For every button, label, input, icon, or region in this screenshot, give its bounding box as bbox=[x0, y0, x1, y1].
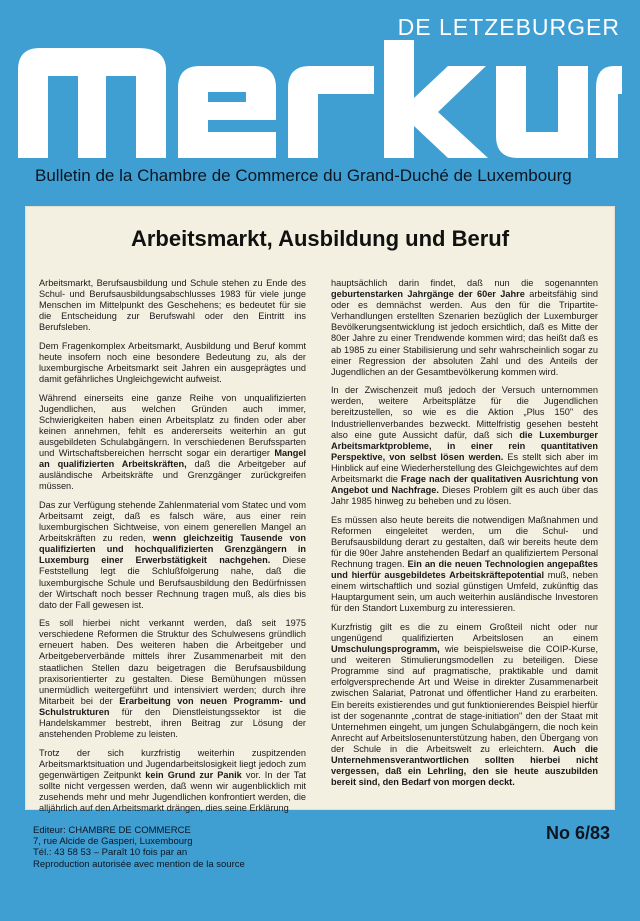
article-title: Arbeitsmarkt, Ausbildung und Beruf bbox=[130, 226, 510, 251]
footer-line: Tél.: 43 58 53 – Paraît 10 fois par an bbox=[33, 847, 188, 859]
masthead-subtitle: Bulletin de la Chambre de Commerce du Grand-Duché de Luxembourg bbox=[35, 166, 572, 185]
footer-line: Editeur: CHAMBRE DE COMMERCE bbox=[33, 825, 191, 836]
body-text: Kurzfristig gilt es die zu einem Großteil nicht oder nur ungenügend qualifizierten Arbeitslosen an einem bbox=[331, 621, 598, 643]
body-text: Es soll hierbei nicht verkannt werden, daß seit 1975 verschiedene Reformen die Struktur des Schulwesens gründlich erneuert haben. Des weiteren haben die Arbeitgeber und Arbeitgeberverbände mittels ihrer Zusammenarbeit mit den staatlichen Stellen dazu beigetragen die Berufsausbildung praxisorientierter zu gestalten. Diese Bemühungen müssen unermüdlich weitergeführt und intensiviert werden; durch ihre Mitarbeit bei der bbox=[39, 618, 306, 706]
body-text: arbeitsfähig sind oder es demnächst werden. Aus den für die Tripartite-Verhandlungen erstellten Szenarien bezüglich der Luxemburger Bevölkerungsentwicklung ist jedoch ersichtlich, daß es Mitte der 80er Jahre zu einer Trendwende kommen wird; das heißt daß es ab 1985 zu einer Stabilisierung und sehr wahrscheinlich sogar zu einer Regression der absoluten Zahl und des Anteils der Jugendlichen an der Gesamtbevölkerung kommen wird. bbox=[331, 289, 598, 377]
article-column-left bbox=[39, 278, 306, 822]
body-text: Diese Feststellung legt die Schlußfolgerung nahe, daß die luxemburgische Schule und Berufsausbildung den Bedürfnissen der Wirtschaft noch besser Rechnung tragen muß, als dies bis dato der Fall gewesen ist. bbox=[39, 555, 306, 610]
emphasis-text: Mangel an qualifizierten Arbeitskräften, bbox=[39, 448, 306, 470]
emphasis-text: die Luxemburger Arbeitsmarktprobleme, in einer rein quantitativen Perspektive, von selbst lösen werden. bbox=[331, 429, 598, 462]
emphasis-text: Auch die Unternehmensverantwortlichen sollten hierbei nicht vergessen, daß ein Lehrling, den sie heute auszubilden bereit sind, den Bedarf von morgen deckt. bbox=[331, 743, 598, 788]
body-text: Das zur Verfügung stehende Zahlenmaterial vom Statec und vom Arbeitsamt zeigt, daß es falsch wäre, aus einer rein luxemburgischen Sichtweise, von einem generellen Mangel an Arbeitskräften zu reden, bbox=[39, 499, 306, 544]
masthead-kicker: DE LETZEBURGER bbox=[397, 14, 620, 40]
body-text: Dieses Problem gilt es auch über das Jahr 1985 hinweg zu beheben und zu lösen. bbox=[331, 485, 598, 507]
footer-line: Reproduction autorisée avec mention de la source bbox=[33, 858, 245, 870]
body-text: muß, neben einem wirtschaftlich und sozial günstigen Umfeld, zukünftig das Hauptargument sein, um auch weiterhin ausländische Investoren für den Standort Luxemburg zu interessieren. bbox=[331, 570, 598, 614]
publisher-info bbox=[33, 825, 245, 870]
emphasis-text: Umschulungsprogramm, bbox=[331, 644, 440, 655]
body-text: hauptsächlich darin findet, daß nun die sogenannten bbox=[331, 278, 598, 288]
merkur-logo bbox=[18, 40, 622, 158]
article-paragraph bbox=[331, 622, 598, 788]
body-text: wie beispielsweise die COIP-Kurse, und weiteren Stimulierungsmodellen zu beteiligen. Diese Programme sind auf pragmatische, praktikable und damit erfolgversprechende Art und Weise in direkter Zusammenarbeit zwischen Salariat, Patronat und öffentlicher Hand zu erarbeiten. Ein bereits existierendes und gut funktionierendes Beispiel hierfür ist der sogenannte „contrat de stage-initiation" den der Staat mit Unternehmen eingeht, um jungen Schulabgängern, die noch kein Anrecht auf Arbeitslosenunterstützung haben, den Übergang von der Schule in die Arbeitswelt zu erleichtern. bbox=[331, 644, 598, 754]
emphasis-text: Ein an die neuen Technologien angepaßtes und hierfür ausgebildetes Arbeitskräftepotential bbox=[331, 559, 598, 581]
article-paragraph bbox=[331, 515, 598, 615]
body-text: für den Dienstleistungssektor ist die Handelskammer bestrebt, ihren Beitrag zur Lösung der anstehenden Probleme zu leisten. bbox=[39, 706, 306, 740]
body-text: Während einerseits eine ganze Reihe von unqualifizierten Jugendlichen, aus welchen Gründen auch immer, Schwierigkeiten haben einen Arbeitsplatz zu finden oder aber keinen annehmen, fehlt es andererseits weiterhin an gut ausgebildeten Schulabgängern. In verschiedenen Berufssparten und Wirtschaftsbereichen herrscht sogar ein derartiger bbox=[39, 392, 306, 459]
emphasis-text: kein Grund zur Panik bbox=[145, 769, 242, 780]
body-text: Es stellt sich aber im Hinblick auf eine Wiederherstellung des Gleichgewichtes auf dem Arbeitsmarkt die bbox=[331, 451, 599, 484]
body-text: daß die Arbeitgeber auf ausländische Arbeitskräfte und Grenzgänger zurückgreifen müssen. bbox=[39, 459, 306, 492]
article-paragraph bbox=[331, 385, 598, 507]
body-text: In der Zwischenzeit muß jedoch der Versuch unternommen werden, weitere Arbeitsplätze für die Jugendlichen bereitzustellen, so wie es die Aktion „Plus 150" des Industriellenverbandes bezweckt. Mittelfristig gesehen besteht also eine gute Aussicht dafür, daß sich bbox=[331, 385, 598, 440]
article-column-right bbox=[331, 278, 598, 796]
body-text: Es müssen also heute bereits die notwendigen Maßnahmen und Reformen eingeleitet werden, um die Schul- und Berufsausbildung derart zu gestalten, daß wir bereits heute dem für die 90er Jahre anstehenden Bedarf an qualifiziertem Personal Rechnung tragen. bbox=[331, 514, 598, 570]
emphasis-text: wenn gleichzeitig Tausende von qualifizierten und hochqualifizierten Grenzgängern in Luxemburg einer Erwerbstätigkeit nachgehen. bbox=[39, 533, 306, 566]
article-paragraph bbox=[39, 500, 306, 611]
body-text: Dem Fragenkomplex Arbeitsmarkt, Ausbildung und Beruf kommt heute insofern noch eine besondere Bedeutung zu, als der luxemburgische Arbeitsmarkt seit Jahren ein ausgeprägtes und damit gefährliches Ungleichgewicht aufweist. bbox=[39, 340, 306, 385]
article-paragraph bbox=[39, 278, 306, 333]
body-text: Arbeitsmarkt, Berufsausbildung und Schule stehen zu Ende des Schul- und Berufsausbildungsabschlusses 1983 für viele junge Menschen im Mittelpunkt des Geschehens; es bedeutet für sie die Entscheidung zur Berufswahl oder den Eintritt ins Berufsleben. bbox=[39, 278, 306, 333]
emphasis-text: geburtenstarken Jahrgänge der 60er Jahre bbox=[331, 289, 525, 300]
article-paragraph bbox=[39, 748, 306, 815]
article-paragraph bbox=[39, 393, 306, 493]
body-text: Trotz der sich kurzfristig weiterhin zuspitzenden Arbeitsmarktsituation und Jugendarbeitslosigkeit liegt jedoch zum gegenwärtigen Zeitpunkt bbox=[39, 747, 306, 780]
article-paragraph bbox=[39, 618, 306, 740]
article-paragraph bbox=[39, 341, 306, 385]
article-panel bbox=[25, 206, 615, 814]
article-paragraph bbox=[331, 278, 598, 378]
issue-number: No 6/83 bbox=[545, 823, 610, 843]
emphasis-text: Erarbeitung von neuen Programm- und Schulstrukturen bbox=[39, 695, 306, 717]
body-text: vor. In der Tat sollte nicht vergessen werden, daß wenn wir augenblicklich mit zusehends mehr und mehr Jugendlichen konfrontiert werden, die alljährlich auf den Arbeitsmarkt drängen, dies seine Erklärung bbox=[39, 769, 306, 814]
footer-line: 7, rue Alcide de Gasperi, Luxembourg bbox=[33, 836, 193, 848]
emphasis-text: Frage nach der qualitativen Ausrichtung von Angebot und Nachfrage. bbox=[331, 473, 598, 496]
